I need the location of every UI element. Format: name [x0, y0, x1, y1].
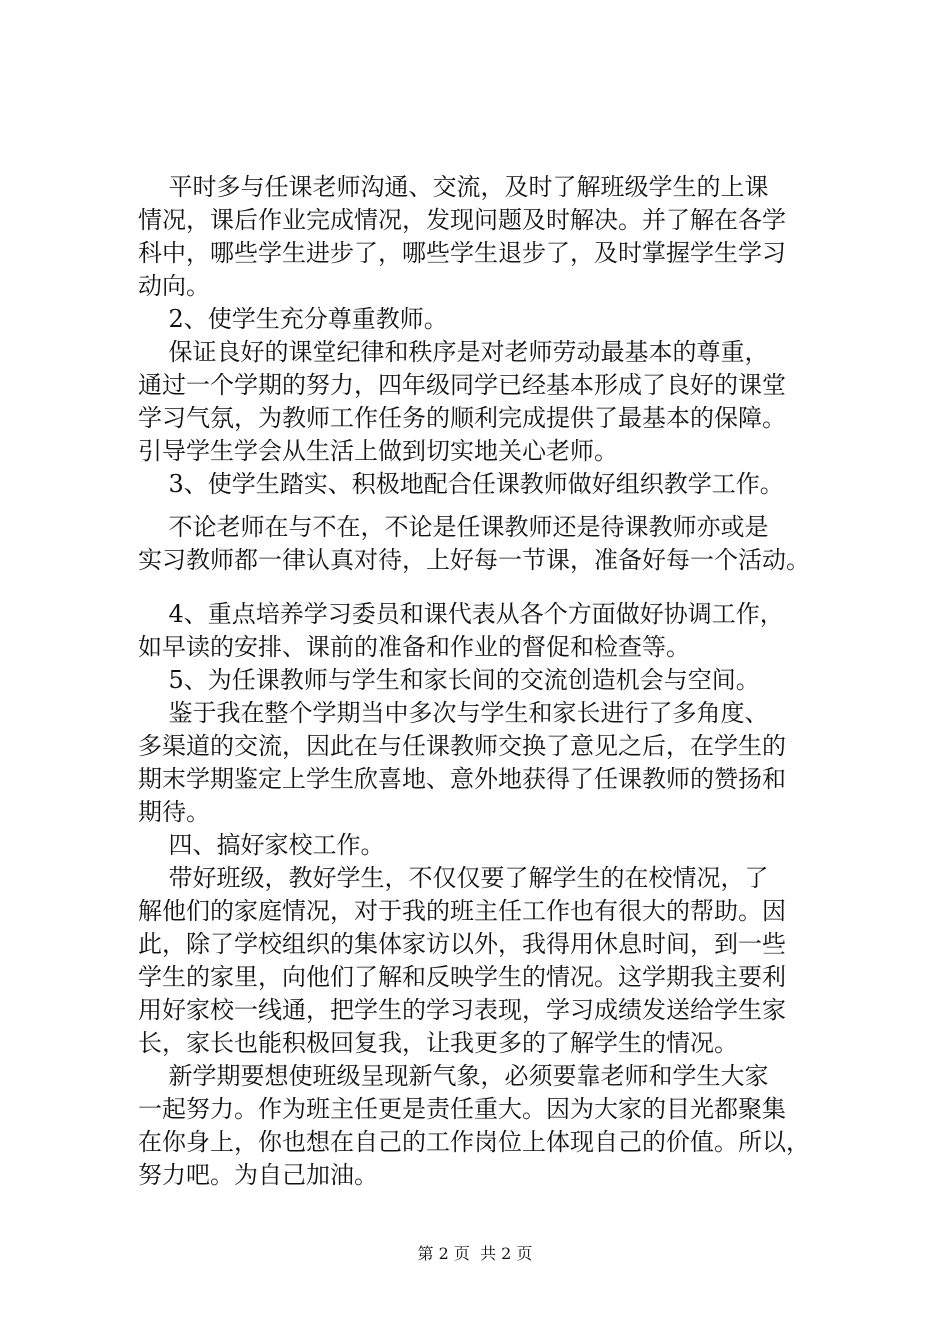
text-line: 情况，课后作业完成情况，发现问题及时解决。并了解在各学: [138, 206, 786, 234]
text-line: 多渠道的交流，因此在与任课教师交换了意见之后，在学生的: [138, 732, 786, 760]
text-line: 保证良好的课堂纪律和秩序是对老师劳动最基本的尊重，: [138, 338, 769, 366]
text-line: 动向。: [138, 272, 210, 300]
text-line: 学习气氛，为教师工作任务的顺利完成提供了最基本的保障。: [138, 404, 786, 432]
text-line: 此，除了学校组织的集体家访以外，我得用休息时间，到一些: [138, 930, 786, 958]
text-line: 科中，哪些学生进步了，哪些学生退步了，及时掌握学生学习: [138, 239, 786, 267]
text-line: 期末学期鉴定上学生欣喜地、意外地获得了任课教师的赞扬和: [138, 765, 786, 793]
text-line: 2、使学生充分尊重教师。: [138, 305, 448, 333]
text-line: 5、为任课教师与学生和家长间的交流创造机会与空间。: [138, 666, 760, 694]
text-line: 3、使学生踏实、积极地配合任课教师做好组织教学工作。: [138, 470, 784, 498]
text-line: 学生的家里，向他们了解和反映学生的情况。这学期我主要利: [138, 963, 786, 991]
text-line: 不论老师在与不在，不论是任课教师还是待课教师亦或是: [138, 513, 769, 541]
text-line: 鉴于我在整个学期当中多次与学生和家长进行了多角度、: [138, 699, 769, 727]
text-line: 一起努力。作为班主任更是责任重大。因为大家的目光都聚集: [138, 1095, 786, 1123]
text-line: 期待。: [138, 798, 210, 826]
text-line: 通过一个学期的努力，四年级同学已经基本形成了良好的课堂: [138, 371, 786, 399]
text-line: 引导学生学会从生活上做到切实地关心老师。: [138, 437, 618, 465]
page-number-footer: 第 2 页 共 2 页: [417, 1244, 533, 1263]
text-line: 带好班级，教好学生，不仅仅要了解学生的在校情况，了: [138, 864, 769, 892]
text-line: 平时多与任课老师沟通、交流，及时了解班级学生的上课: [138, 173, 769, 201]
text-line: 长，家长也能积极回复我，让我更多的了解学生的情况。: [138, 1029, 738, 1057]
text-line: 如早读的安排、课前的准备和作业的督促和检查等。: [138, 633, 690, 661]
text-line: 解他们的家庭情况，对于我的班主任工作也有很大的帮助。因: [138, 897, 786, 925]
text-line: 努力吧。为自己加油。: [138, 1161, 378, 1189]
text-line: 新学期要想使班级呈现新气象，必须要靠老师和学生大家: [138, 1062, 769, 1090]
text-line: 在你身上，你也想在自己的工作岗位上体现自己的价值。所以，: [138, 1128, 810, 1156]
text-line: 用好家校一线通，把学生的学习表现，学习成绩发送给学生家: [138, 996, 786, 1024]
text-line: 四、搞好家校工作。: [138, 831, 385, 859]
text-line: 4、重点培养学习委员和课代表从各个方面做好协调工作，: [138, 600, 784, 628]
text-line: 实习教师都一律认真对待，上好每一节课，准备好每一个活动。: [138, 546, 810, 574]
